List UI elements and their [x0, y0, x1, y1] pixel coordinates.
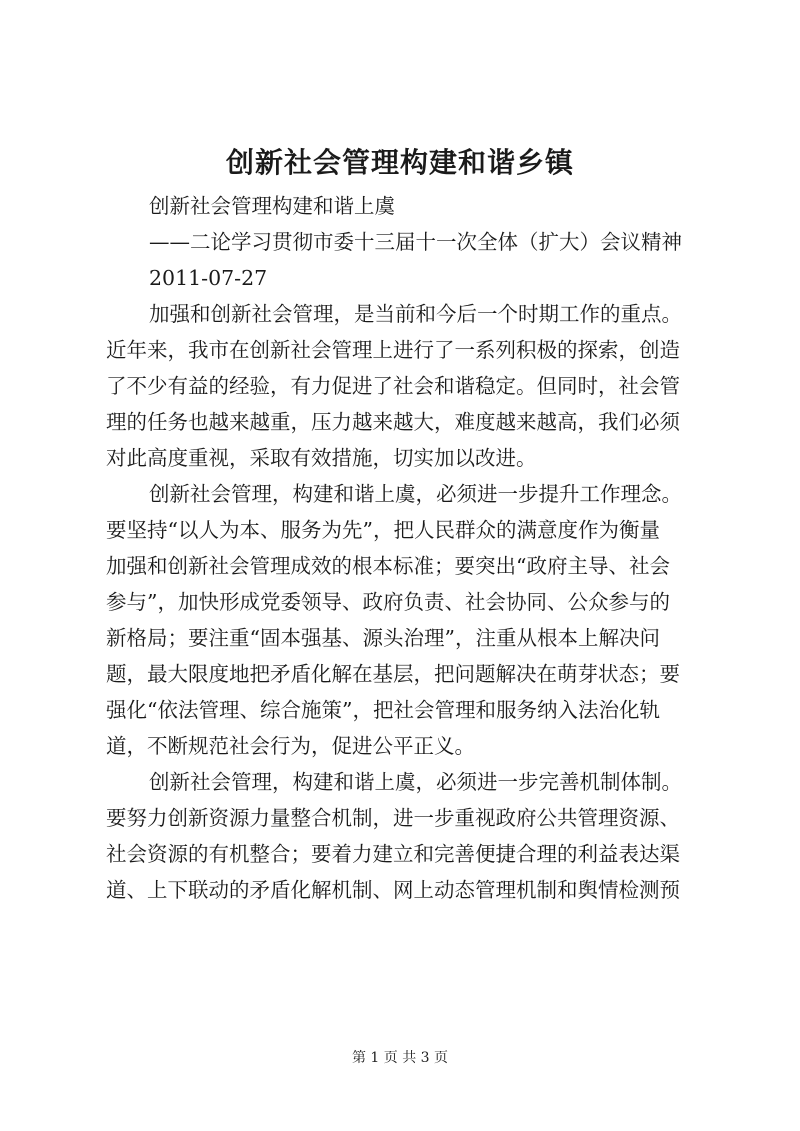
text-line: 社会资源的有机整合；要着力建立和完善便捷合理的利益表达渠: [106, 842, 680, 866]
date-line: 2011-07-27: [149, 266, 268, 290]
paragraph-1: [106, 296, 706, 476]
text-line: 道，不断规范社会行为，促进公平正义。: [106, 734, 475, 758]
text-line: 道、上下联动的矛盾化解机制、网上动态管理机制和舆情检测预: [106, 878, 680, 902]
text-line: 理的任务也越来越重，压力越来越大，难度越来越高，我们必须: [106, 410, 680, 434]
series-line: ——二论学习贯彻市委十三届十一次全体（扩大）会议精神: [149, 230, 682, 254]
subtitle: 创新社会管理构建和谐上虞: [149, 194, 395, 218]
text-line: 创新社会管理，构建和谐上虞，必须进一步完善机制体制。: [149, 770, 682, 794]
text-line: 加强和创新社会管理，是当前和今后一个时期工作的重点。: [149, 302, 682, 326]
paragraph-3: [106, 764, 706, 908]
text-line: 了不少有益的经验，有力促进了社会和谐稳定。但同时，社会管: [106, 374, 680, 398]
page-footer: 第 1 页 共 3 页: [351, 1050, 449, 1066]
text-line: 近年来，我市在创新社会管理上进行了一系列积极的探索，创造: [106, 338, 680, 362]
document-body: [106, 188, 706, 908]
text-line: 要努力创新资源力量整合机制，进一步重视政府公共管理资源、: [106, 806, 680, 830]
text-line: 参与”，加快形成党委领导、政府负责、社会协同、公众参与的: [106, 590, 670, 614]
document-title: 创新社会管理构建和谐乡镇: [225, 146, 574, 179]
text-line: 加强和创新社会管理成效的根本标准；要突出“政府主导、社会: [106, 554, 670, 578]
text-line: 新格局；要注重“固本强基、源头治理”，注重从根本上解决问: [106, 626, 660, 650]
paragraph-2: [106, 476, 706, 764]
text-line: 强化“依法管理、综合施策”，把社会管理和服务纳入法治化轨: [106, 698, 660, 722]
text-line: 要坚持“以人为本、服务为先”，把人民群众的满意度作为衡量: [106, 518, 660, 542]
text-line: 创新社会管理，构建和谐上虞，必须进一步提升工作理念。: [149, 482, 682, 506]
text-line: 题，最大限度地把矛盾化解在基层，把问题解决在萌芽状态；要: [106, 662, 680, 686]
text-line: 对此高度重视，采取有效措施，切实加以改进。: [106, 446, 537, 470]
